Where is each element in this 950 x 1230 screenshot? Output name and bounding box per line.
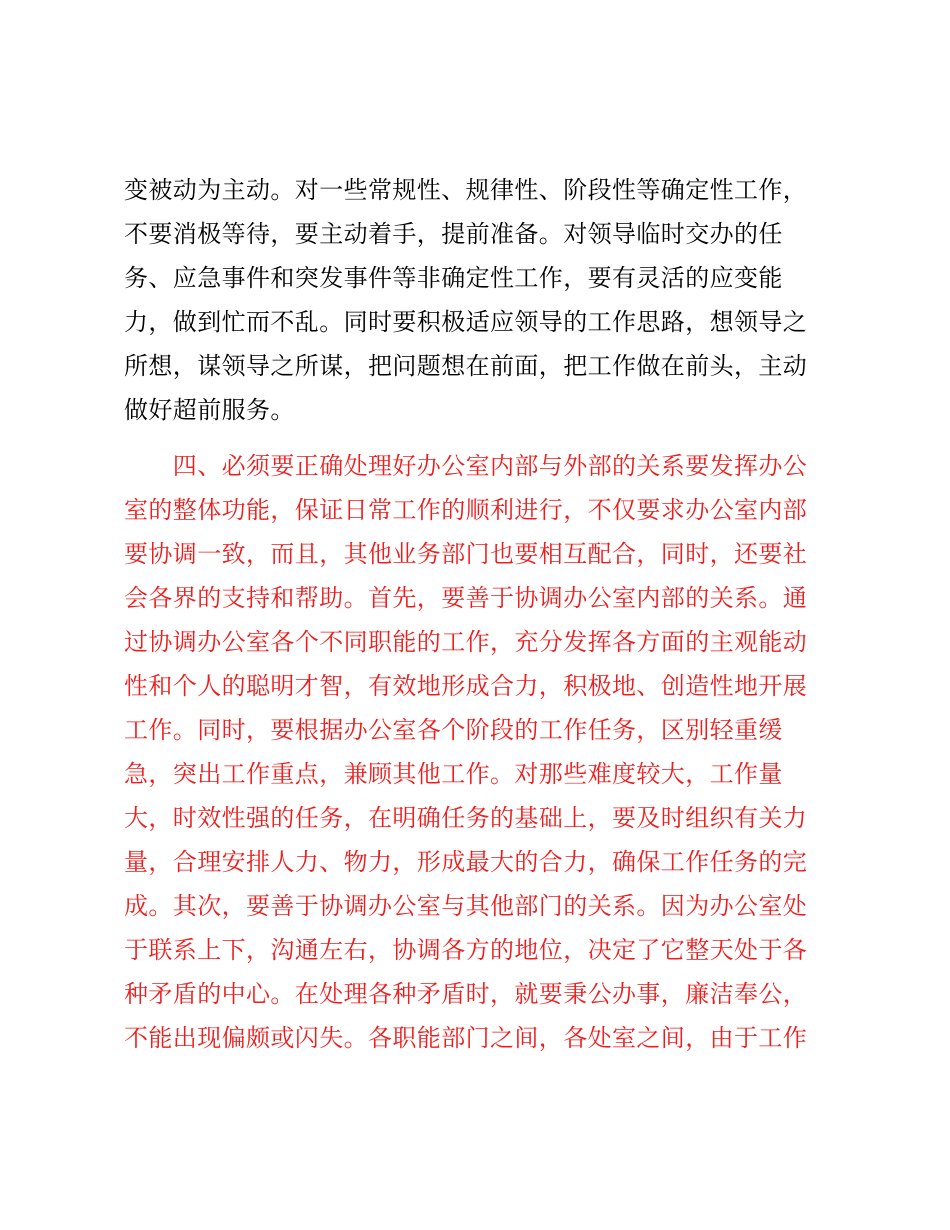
text-line: 工作。同时，要根据办公室各个阶段的工作任务，区别轻重缓	[124, 716, 783, 744]
paragraph-continuation	[124, 168, 836, 432]
text-line: 种矛盾的中心。在处理各种矛盾时，就要秉公办事，廉洁奉公，	[124, 980, 808, 1008]
text-line: 过协调办公室各个不同职能的工作，充分发挥各方面的主观能动	[124, 628, 808, 656]
text-line: 不能出现偏颇或闪失。各职能部门之间，各处室之间，由于工作	[124, 1024, 808, 1052]
paragraph-section-four	[124, 444, 836, 1060]
text-line: 大，时效性强的任务，在明确任务的基础上，要及时组织有关力	[124, 804, 808, 832]
page-content	[124, 168, 836, 1060]
text-line: 量，合理安排人力、物力，形成最大的合力，确保工作任务的完	[124, 848, 808, 876]
text-line: 会各界的支持和帮助。首先，要善于协调办公室内部的关系。通	[124, 584, 808, 612]
text-line: 做好超前服务。	[124, 396, 295, 424]
text-line: 室的整体功能，保证日常工作的顺利进行，不仅要求办公室内部	[124, 496, 808, 524]
text-line: 变被动为主动。对一些常规性、规律性、阶段性等确定性工作，	[124, 176, 808, 204]
text-line: 要协调一致，而且，其他业务部门也要相互配合，同时，还要社	[124, 540, 808, 568]
text-line: 四、必须要正确处理好办公室内部与外部的关系要发挥办公	[124, 452, 808, 480]
text-line: 性和个人的聪明才智，有效地形成合力，积极地、创造性地开展	[124, 672, 808, 700]
text-line: 于联系上下，沟通左右，协调各方的地位，决定了它整天处于各	[124, 936, 808, 964]
text-line: 所想，谋领导之所谋，把问题想在前面，把工作做在前头，主动	[124, 352, 808, 380]
text-line: 急，突出工作重点，兼顾其他工作。对那些难度较大，工作量	[124, 760, 783, 788]
text-line: 力，做到忙而不乱。同时要积极适应领导的工作思路，想领导之	[124, 308, 808, 336]
text-line: 不要消极等待，要主动着手，提前准备。对领导临时交办的任	[124, 220, 783, 248]
text-line: 务、应急事件和突发事件等非确定性工作，要有灵活的应变能	[124, 264, 783, 292]
text-line: 成。其次，要善于协调办公室与其他部门的关系。因为办公室处	[124, 892, 808, 920]
